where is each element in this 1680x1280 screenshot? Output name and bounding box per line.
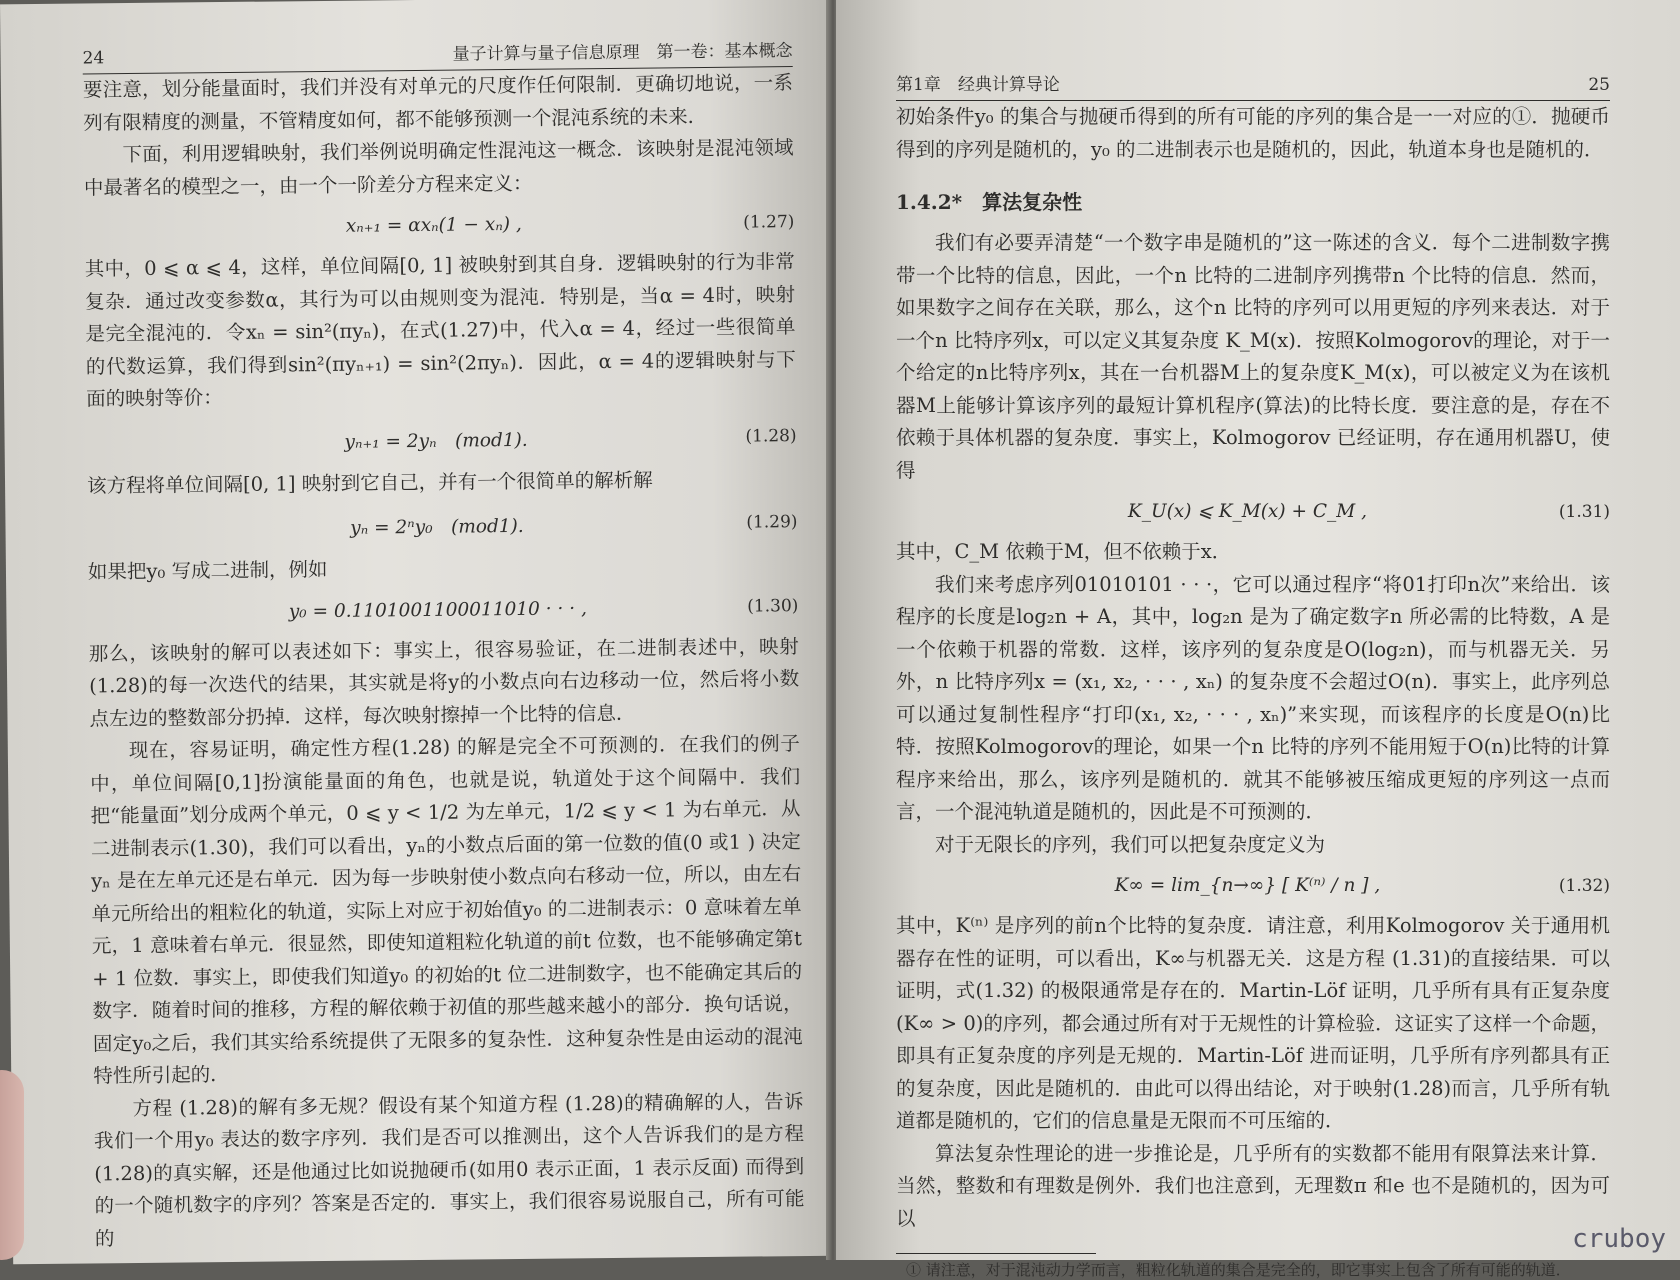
right-paragraph-5: 对于无限长的序列，我们可以把复杂度定义为 [935, 832, 1326, 856]
left-paragraph-7: 现在，容易证明，确定性方程(1.28) 的解是完全不可预测的．在我们的例子中，单位间隔[0,1]扮演能量面的角色，也就是说，轨道处于这个间隔中．我们把“能量面”划分成两个单元，0 ⩽ y < 1/2 为左单元，1/2 ⩽ y < 1 为右单元．从二进制表示(1.30)，我们可以看出，yₙ的小数点后面的第一位数的值(0 或1 ) 决定yₙ 是在左单元还是右单元．因为每一步映射使小数点向右移动一位，所以，由左右单元所给出的粗粒化的轨道，实际上对应于初始值y₀ 的二进制表示：0 意味着左单元，1 意味着右单元．很显然，即使知道粗粒化轨道的前t 位数，也不能够确定第t + 1 位数．事实上，即使我们知道y₀ 的初始的t 位二进制数字，也不能确定其后的数字．随着时间的推移，方程的解依赖于初值的那些越来越小的部分．换句话说，固定y₀之后，我们其实给系统提供了无限多的复杂性．这种复杂性是由运动的混沌特性所引起的． [90, 732, 803, 1088]
left-page-number: 24 [82, 48, 105, 69]
equation-1-30 [88, 596, 798, 624]
equation-1-28-number: (1.28) [745, 425, 797, 447]
equation-1-30-number: (1.30) [747, 596, 799, 617]
equation-1-27-number: (1.27) [743, 211, 795, 233]
section-title: 1.4.2* 算法复杂性 [896, 190, 1083, 214]
equation-1-32 [896, 875, 1610, 896]
left-paragraph-5: 如果把y₀ 写成二进制，例如 [87, 557, 328, 584]
equation-1-29 [87, 509, 797, 542]
equation-1-31-formula: K_U(x) ⩽ K_M(x) + C_M , [1127, 501, 1367, 522]
left-paragraph-6: 那么，该映射的解可以表述如下：事实上，很容易验证，在二进制表述中，映射(1.28)的每一次迭代的结果，其实就是将y的小数点向右边移动一位，然后将小数点左边的整数部分扔掉．这样，每次映射擦掉一个比特的信息． [88, 634, 800, 730]
equation-1-27-formula: xₙ₊₁ = αxₙ(1 − xₙ) , [345, 213, 522, 237]
left-header-title: 量子计算与量子信息原理 第一卷：基本概念 [452, 41, 793, 65]
right-paragraph-1: 初始条件y₀ 的集合与抛硬币得到的所有可能的序列的集合是一一对应的①．抛硬币得到的序列是随机的，y₀ 的二进制表示也是随机的，因此，轨道本身也是随机的． [896, 105, 1610, 161]
watermark: cruboy [1572, 1224, 1666, 1254]
equation-1-31 [896, 501, 1610, 522]
right-paragraph-7: 算法复杂性理论的进一步推论是，几乎所有的实数都不能用有限算法来计算．当然，整数和有理数是例外．我们也注意到，无理数π 和e 也不是随机的，因为可以 [896, 1141, 1610, 1230]
equation-1-30-formula: y₀ = 0.1101001100011010 · · · , [288, 597, 588, 622]
right-paragraph-2: 我们有必要弄清楚“一个数字串是随机的”这一陈述的含义．每个二进制数字携带一个比特的信息，因此，一个n 比特的二进制序列携带n 个比特的信息．然而，如果数字之间存在关联，那么，这个n 比特的序列可以用更短的序列来表达．对于一个n 比特序列x，可以定义其复杂度 K_M(x)．按照Kolmogorov的理论，对于一个给定的n比特序列x，其在一台机器M上的复杂度K_M(x)，可以被定义为在该机器M上能够计算该序列的最短计算机程序(算法)的比特长度．要注意的是，存在不依赖于具体机器的复杂度．事实上，Kolmogorov 已经证明，存在通用机器U，使得 [896, 231, 1610, 482]
right-page-number: 25 [1588, 75, 1610, 95]
equation-1-28 [86, 423, 796, 456]
right-paragraph-3: 其中，C_M 依赖于M，但不依赖于x． [896, 540, 1232, 563]
equation-1-29-formula: yₙ = 2ⁿy₀ (mod1). [350, 515, 524, 539]
right-page [836, 0, 1680, 1279]
left-page [0, 0, 845, 1264]
right-paragraph-6: 其中，K⁽ⁿ⁾ 是序列的前n个比特的复杂度．请注意，利用Kolmogorov 关于通用机器存在性的证明，可以看出，K∞与机器无关．这是方程 (1.31)的直接结果．可以证明，式(1.32) 的极限通常是存在的．Martin-Löf 证明，几乎所有具有正复杂度(K∞ > 0)的序列，都会通过所有对于无规性的计算检验．这证实了这样一个命题，即具有正复杂度的序列是无规的．Martin-Löf 进而证明，几乎所有序列都具有正的复杂度，因此是随机的．由此可以得出结论，对于映射(1.28)而言，几乎所有轨道都是随机的，它们的信息量是无限而不可压缩的． [896, 914, 1610, 1132]
equation-1-29-number: (1.29) [746, 512, 798, 533]
equation-1-27 [84, 211, 794, 239]
right-page-header [896, 70, 1610, 101]
footnote: ① 请注意，对于混沌动力学而言，粗粒化轨道的集合是完全的，即它事实上包含了所有可能的轨道． [906, 1261, 1571, 1279]
equation-1-31-number: (1.31) [1558, 501, 1610, 522]
left-paragraph-2: 下面，利用逻辑映射，我们举例说明确定性混沌这一概念．该映射是混沌领域中最著名的模型之一，由一个一阶差分方程来定义： [83, 136, 794, 199]
left-paragraph-8: 方程 (1.28)的解有多无规？假设有某个知道方程 (1.28)的精确解的人，告诉我们一个用y₀ 表达的数字序列．我们是否可以推测出，这个人告诉我们的是方程(1.28)的真实解，还是他通过比如说抛硬币(如用0 表示正面，1 表示反面) 而得到的一个随机数字的序列？答案是否定的．事实上，我们很容易说服自己，所有可能的 [93, 1089, 805, 1250]
equation-1-28-formula: yₙ₊₁ = 2yₙ (mod1). [344, 429, 528, 453]
footnote-separator [896, 1253, 1096, 1254]
right-header-chapter: 第1章 经典计算导论 [896, 75, 1060, 95]
left-paragraph-4: 该方程将单位间隔[0, 1] 映射到它自己，并有一个很简单的解析解 [86, 468, 653, 497]
equation-1-32-formula: K∞ = lim_{n→∞} [ K⁽ⁿ⁾ / n ] , [1114, 875, 1381, 896]
equation-1-32-number: (1.32) [1558, 875, 1610, 896]
right-paragraph-4: 我们来考虑序列01010101 · · ·，它可以通过程序“将01打印n次”来给出．该程序的长度是log₂n + A，其中，log₂n 是为了确定数字n 所必需的比特数，A 是一个依赖于机器的常数．这样，该序列的复杂度是O(log₂n)，而与机器无关．另外，n 比特序列x = (x₁, x₂, · · · , xₙ) 的复杂度不会超过O(n)．事实上，此序列总可以通过复制性程序“打印(x₁, x₂, · · · , xₙ)”来实现，而该程序的长度是O(n)比特．按照Kolmogorov的理论，如果一个n 比特的序列不能用短于O(n)比特的计算程序来给出，那么，该序列是随机的．就其不能够被压缩成更短的序列这一点而言，一个混沌轨道是随机的，因此是不可预测的． [896, 572, 1610, 823]
left-paragraph-1: 要注意，划分能量面时，我们并没有对单元的尺度作任何限制．更确切地说，一系列有限精度的测量，不管精度如何，都不能够预测一个混沌系统的未来． [82, 71, 794, 134]
left-paragraph-3: 其中，0 ⩽ α ⩽ 4，这样，单位间隔[0, 1] 被映射到其自身．逻辑映射的行为非常复杂．通过改变参数α，其行为可以由规则变为混沌．特别是，当α = 4时，映射是完全混沌的．令xₙ = sin²(πyₙ)，在式(1.27)中，代入α = 4，经过一些很简单的代数运算，我们得到sin²(πyₙ₊₁) = sin²(2πyₙ)．因此，α = 4的逻辑映射与下面的映射等价： [84, 250, 796, 411]
thumb-image [0, 1070, 24, 1260]
